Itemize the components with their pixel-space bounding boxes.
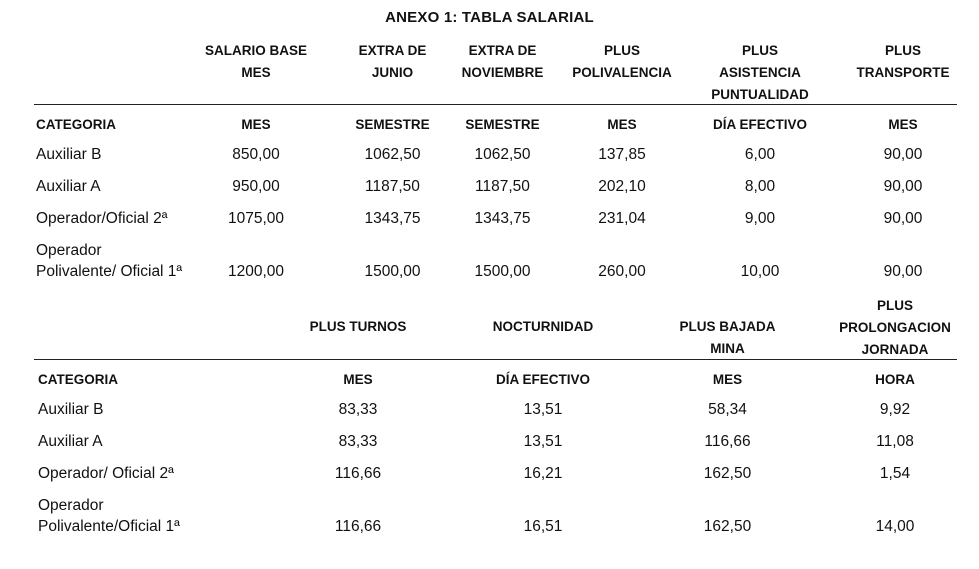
category-label-line2: Polivalente/Oficial 1ª bbox=[38, 518, 180, 535]
subheader-categoria: CATEGORIA bbox=[38, 372, 118, 387]
header-salario-base bbox=[196, 40, 316, 84]
value-cell: 13,51 bbox=[523, 433, 563, 450]
value-cell: 137,85 bbox=[598, 146, 646, 163]
header-line: PLUS TURNOS bbox=[309, 319, 407, 334]
header-plus-transporte bbox=[848, 40, 958, 84]
header-line: JORNADA bbox=[861, 342, 929, 357]
header-line: PLUS bbox=[741, 43, 778, 58]
category-label: Operador/Oficial 2ª bbox=[36, 210, 168, 227]
value-cell: 1500,00 bbox=[364, 263, 421, 280]
subheader-unit: HORA bbox=[875, 372, 915, 387]
value-cell: 8,00 bbox=[744, 178, 776, 195]
category-label: Auxiliar A bbox=[36, 178, 101, 195]
subheader-unit: MES bbox=[607, 117, 637, 132]
header-line: TRANSPORTE bbox=[856, 65, 950, 80]
value-cell: 1343,75 bbox=[364, 210, 421, 227]
value-cell: 1343,75 bbox=[474, 210, 531, 227]
value-cell: 162,50 bbox=[703, 465, 752, 482]
value-cell: 58,34 bbox=[708, 401, 747, 418]
value-cell: 260,00 bbox=[598, 263, 646, 280]
header-line: JUNIO bbox=[371, 65, 414, 80]
value-cell: 90,00 bbox=[883, 178, 923, 195]
value-cell: 1187,50 bbox=[475, 178, 530, 195]
header-line: MINA bbox=[710, 341, 745, 356]
value-cell: 14,00 bbox=[875, 518, 915, 535]
subheader-unit: SEMESTRE bbox=[355, 117, 430, 132]
value-cell: 1187,50 bbox=[365, 178, 420, 195]
value-cell: 1062,50 bbox=[364, 146, 421, 163]
header-plus-asistencia bbox=[695, 40, 825, 106]
value-cell: 1062,50 bbox=[474, 146, 531, 163]
header-extra-junio bbox=[335, 40, 450, 84]
value-cell: 950,00 bbox=[232, 178, 280, 195]
header-divider bbox=[34, 359, 957, 360]
value-cell: 850,00 bbox=[232, 146, 280, 163]
category-label-line2: Polivalente/ Oficial 1ª bbox=[36, 263, 183, 280]
subheader-unit: MES bbox=[712, 372, 743, 387]
header-divider bbox=[34, 104, 957, 105]
value-cell: 90,00 bbox=[883, 210, 923, 227]
header-extra-noviembre bbox=[445, 40, 560, 84]
value-cell: 11,08 bbox=[876, 433, 914, 450]
value-cell: 162,50 bbox=[703, 518, 752, 535]
header-line: PLUS bbox=[876, 298, 913, 313]
value-cell: 1500,00 bbox=[474, 263, 531, 280]
header-line: PLUS bbox=[884, 43, 921, 58]
header-plus-prolongacion bbox=[830, 295, 960, 361]
header-nocturnidad bbox=[478, 316, 608, 338]
value-cell: 9,92 bbox=[879, 401, 911, 418]
subheader-unit: SEMESTRE bbox=[465, 117, 540, 132]
value-cell: 13,51 bbox=[523, 401, 563, 418]
header-line: EXTRA DE bbox=[358, 43, 427, 58]
subheader-unit: DÍA EFECTIVO bbox=[495, 372, 590, 387]
header-line: POLIVALENCIA bbox=[572, 65, 672, 80]
subheader-unit: MES bbox=[343, 372, 373, 387]
value-cell: 10,00 bbox=[740, 263, 780, 280]
header-plus-bajada-mina bbox=[665, 316, 790, 360]
value-cell: 1075,00 bbox=[227, 210, 285, 227]
value-cell: 83,33 bbox=[338, 401, 378, 418]
subheader-unit: MES bbox=[888, 117, 918, 132]
value-cell: 231,04 bbox=[598, 210, 646, 227]
header-line: EXTRA DE bbox=[468, 43, 537, 58]
value-cell: 90,00 bbox=[883, 146, 923, 163]
value-cell: 202,10 bbox=[598, 178, 646, 195]
subheader-unit: MES bbox=[241, 117, 271, 132]
header-line: NOVIEMBRE bbox=[461, 65, 544, 80]
category-label: Auxiliar B bbox=[38, 401, 104, 418]
category-label: Operador bbox=[38, 497, 104, 514]
header-line: PLUS BAJADA bbox=[679, 319, 776, 334]
header-line: NOCTURNIDAD bbox=[492, 319, 594, 334]
category-label: Auxiliar B bbox=[36, 146, 102, 163]
value-cell: 1200,00 bbox=[227, 263, 285, 280]
value-cell: 6,00 bbox=[744, 146, 776, 163]
header-plus-turnos bbox=[298, 316, 418, 338]
header-line: SALARIO BASE bbox=[204, 43, 307, 58]
subheader-categoria: CATEGORIA bbox=[36, 117, 116, 132]
value-cell: 116,66 bbox=[334, 518, 382, 535]
header-line: PLUS bbox=[603, 43, 640, 58]
value-cell: 16,51 bbox=[523, 518, 563, 535]
header-line: PUNTUALIDAD bbox=[711, 87, 809, 102]
value-cell: 116,66 bbox=[334, 465, 382, 482]
value-cell: 9,00 bbox=[744, 210, 776, 227]
value-cell: 90,00 bbox=[883, 263, 923, 280]
value-cell: 116,66 bbox=[704, 433, 751, 450]
value-cell: 16,21 bbox=[523, 465, 563, 482]
subheader-unit: DÍA EFECTIVO bbox=[712, 117, 807, 132]
page-title: ANEXO 1: TABLA SALARIAL bbox=[385, 9, 594, 26]
category-label: Auxiliar A bbox=[38, 433, 103, 450]
category-label: Operador bbox=[36, 242, 102, 259]
header-line: ASISTENCIA bbox=[719, 65, 801, 80]
header-plus-polivalencia bbox=[562, 40, 682, 84]
header-line: MES bbox=[241, 65, 271, 80]
value-cell: 1,54 bbox=[879, 465, 911, 482]
value-cell: 83,33 bbox=[338, 433, 378, 450]
category-label: Operador/ Oficial 2ª bbox=[38, 465, 174, 482]
header-line: PROLONGACION bbox=[839, 320, 951, 335]
